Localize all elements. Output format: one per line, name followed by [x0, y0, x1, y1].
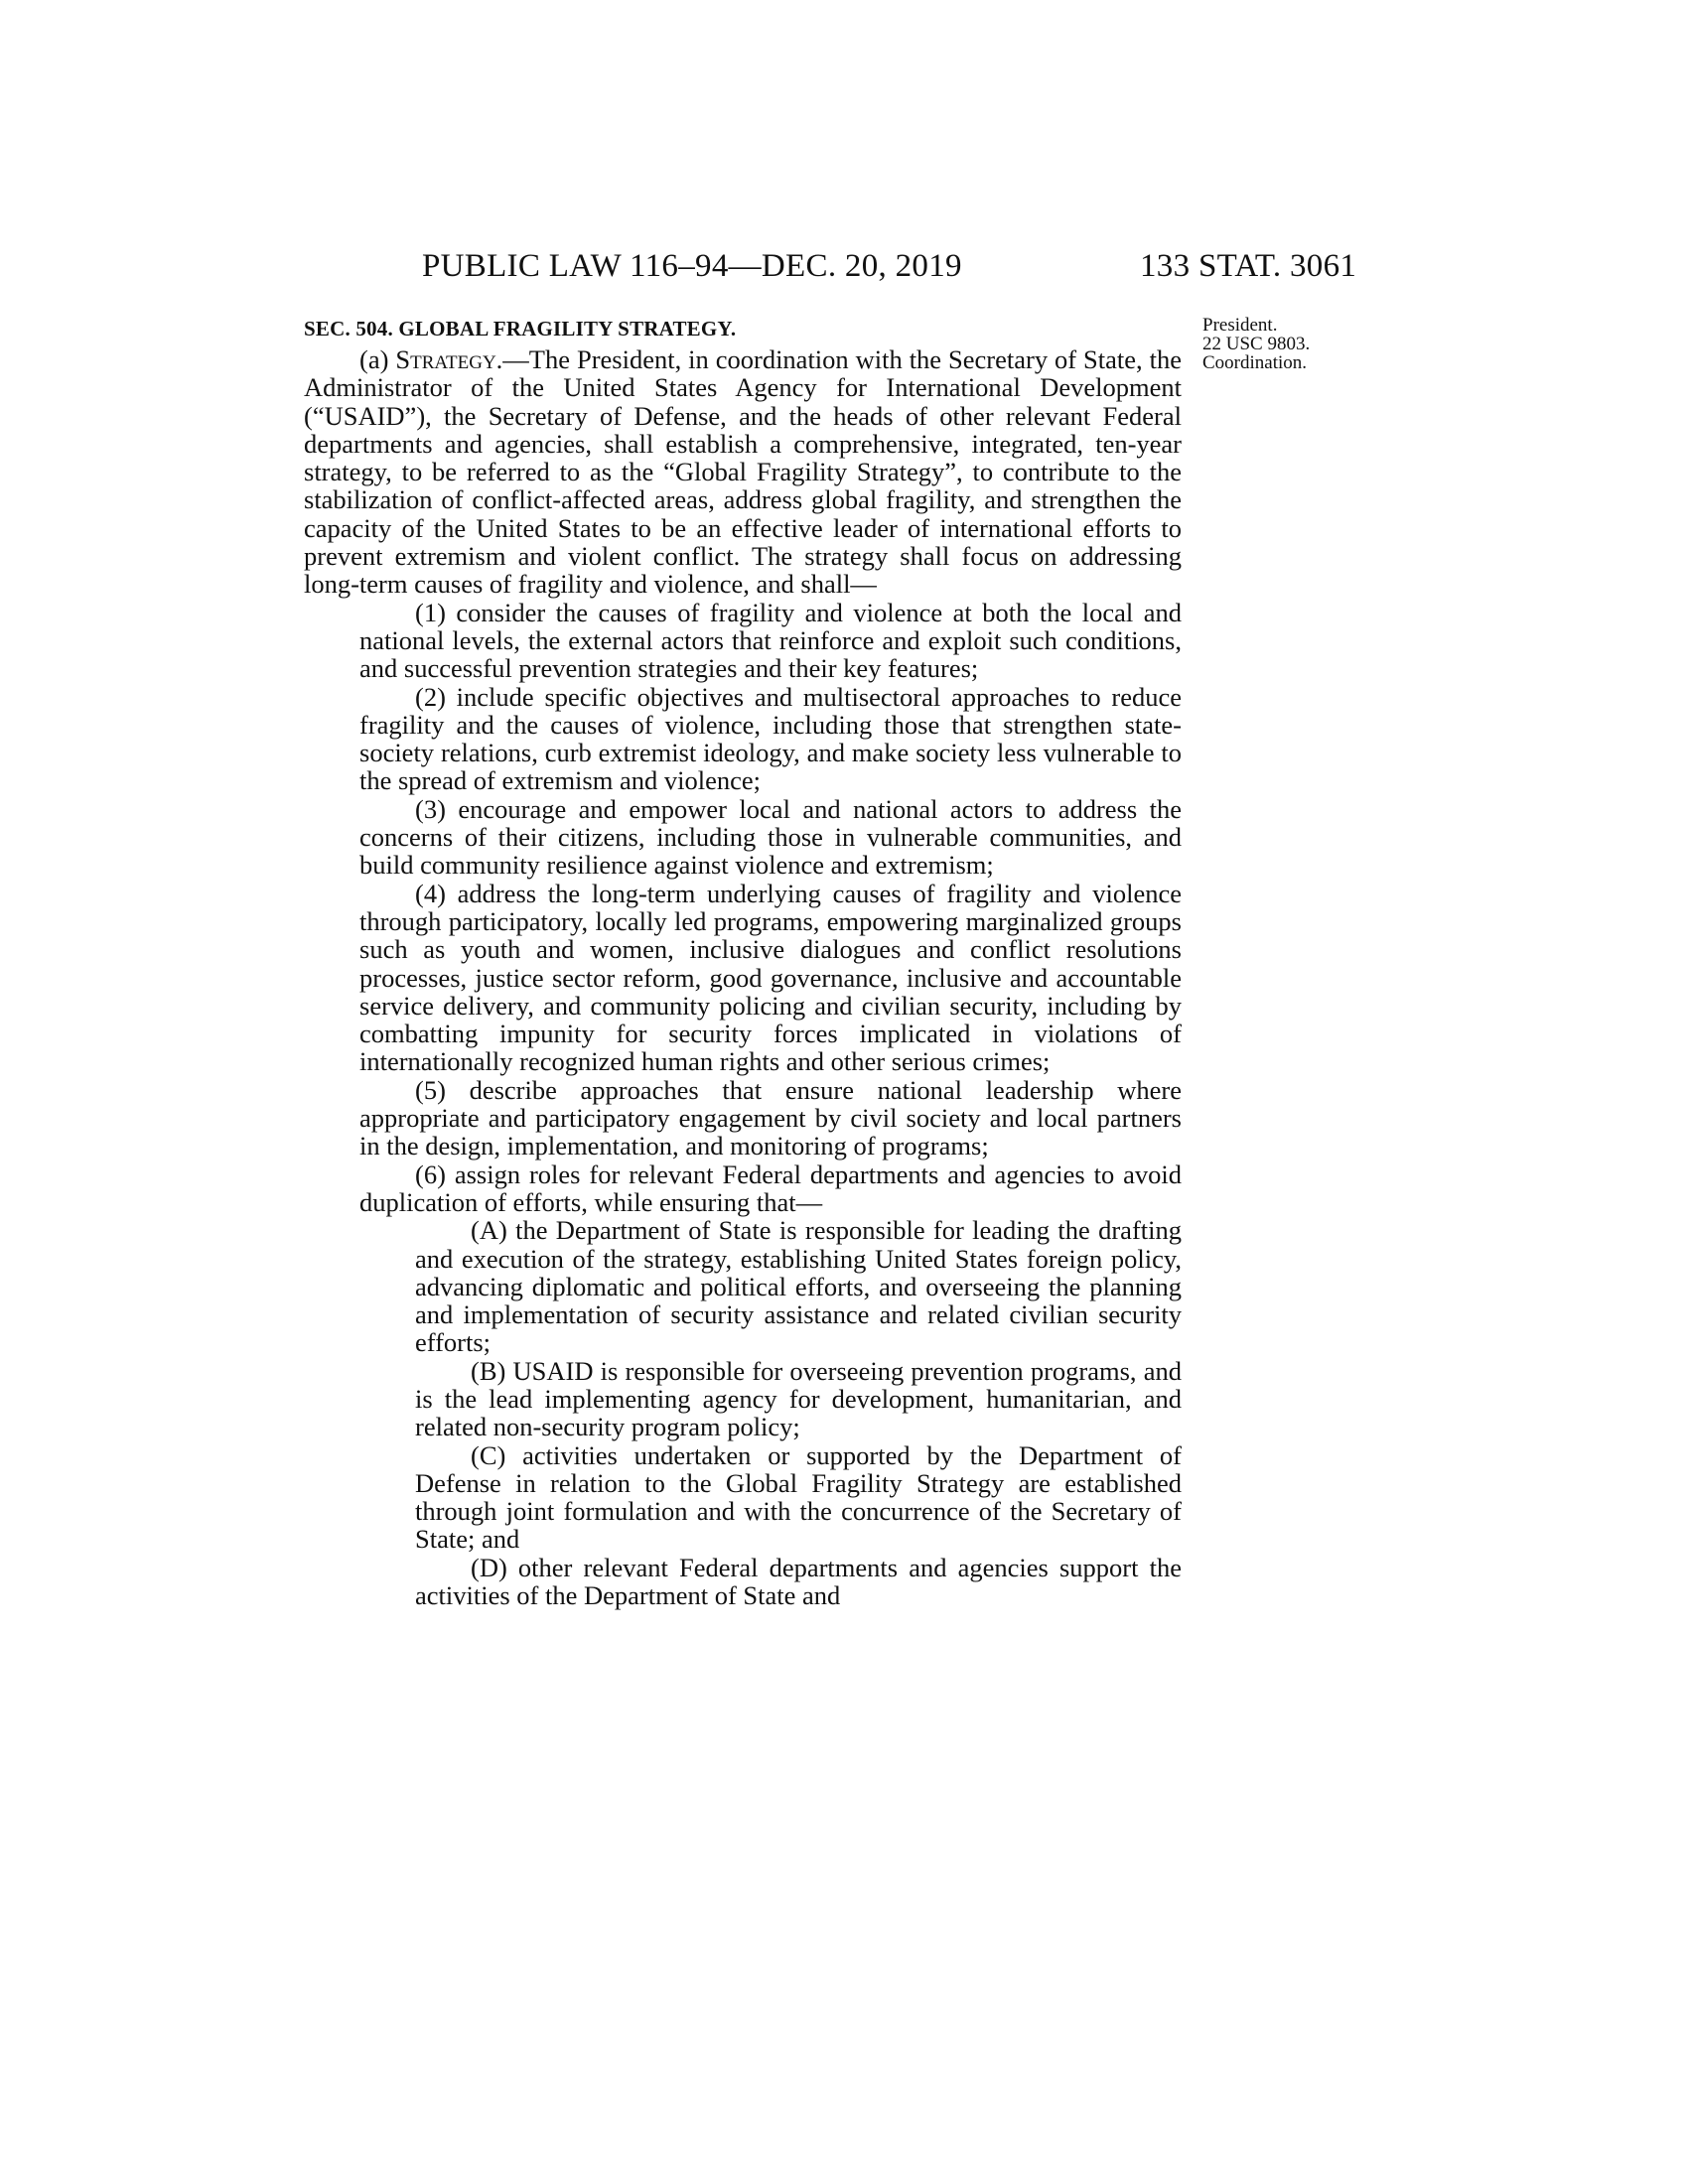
margin-notes [1202, 316, 1371, 372]
subparagraph-b: (B) USAID is responsible for overseeing prevention programs, and is the lead implementing agency for development, humanitarian, and related non-security program policy; [415, 1355, 1182, 1442]
margin-note: President. [1202, 315, 1278, 336]
paragraph-2: (2) include specific objectives and multisectoral approaches to reduce fragility and the causes of violence, including those that strengthen state-society relations, curb extremist ideology, and make society less vulnerable to the spread of extremism and violence; [359, 681, 1182, 796]
paragraph-1: (1) consider the causes of fragility and violence at both the local and national levels, the external actors that reinforce and exploit such conditions, and successful prevention strategies and their key features; [359, 597, 1182, 684]
subsection-text: .—The President, in coordination with the Secretary of State, the Administrator of the United States Agency for International Development (“USAID”), the Secretary of Defense, and the heads of other relevant Federal departments and agencies, shall establish a comprehensive, integrated, ten-year strategy, to be referred to as the “Global Fragility Strategy”, to contribute to the stabilization of conflict-affected areas, address global fragility, and strengthen the capacity of the United States to be an effective leader of international efforts to prevent extremism and violent conflict. The strategy shall focus on addressing long-term causes of fragility and violence, and shall— [304, 344, 1182, 600]
statute-text [304, 316, 1182, 1609]
margin-note: Coordination. [1202, 352, 1308, 373]
subsection-caption: Strategy [395, 344, 496, 374]
running-head [0, 248, 1688, 288]
subparagraph-a: (A) the Department of State is responsible for leading the drafting and execution of the strategy, establishing United States foreign policy, advancing diplomatic and political efforts, and overseeing the planning and implementation of security assistance and related civilian security efforts; [415, 1215, 1182, 1358]
subparagraph-c: (C) activities undertaken or supported by the Department of Defense in relation to the Global Fragility Strategy are established through joint formulation and with the concurrence of the Secretary of State; and [415, 1439, 1182, 1555]
public-law-title: PUBLIC LAW 116–94—DEC. 20, 2019 [422, 248, 962, 284]
section-heading: SEC. 504. GLOBAL FRAGILITY STRATEGY. [304, 317, 737, 341]
subsection-a [304, 345, 1182, 599]
subsection-label: (a) [359, 344, 396, 374]
paragraph-5: (5) describe approaches that ensure national leadership where appropriate and participatory engagement by civil society and local partners in the design, implementation, and monitoring of programs; [359, 1074, 1182, 1161]
subparagraph-d: (D) other relevant Federal departments and agencies support the activities of the Department of State and [415, 1552, 1182, 1611]
statute-page-number: 133 STAT. 3061 [1140, 248, 1357, 284]
paragraph-4: (4) address the long-term underlying causes of fragility and violence through participatory, locally led programs, empowering marginalized groups such as youth and women, inclusive dialogues and conflict resolutions processes, justice sector reform, good governance, inclusive and accountable service delivery, and community policing and civilian security, including by combatting impunity for security forces implicated in violations of internationally recognized human rights and other serious crimes; [359, 878, 1182, 1077]
paragraph-3: (3) encourage and empower local and national actors to address the concerns of their citizens, including those in vulnerable communities, and build community resilience against violence and extremism; [359, 793, 1182, 881]
paragraph-6: (6) assign roles for relevant Federal departments and agencies to avoid duplication of efforts, while ensuring that— [359, 1159, 1182, 1217]
margin-note: 22 USC 9803. [1202, 334, 1311, 354]
